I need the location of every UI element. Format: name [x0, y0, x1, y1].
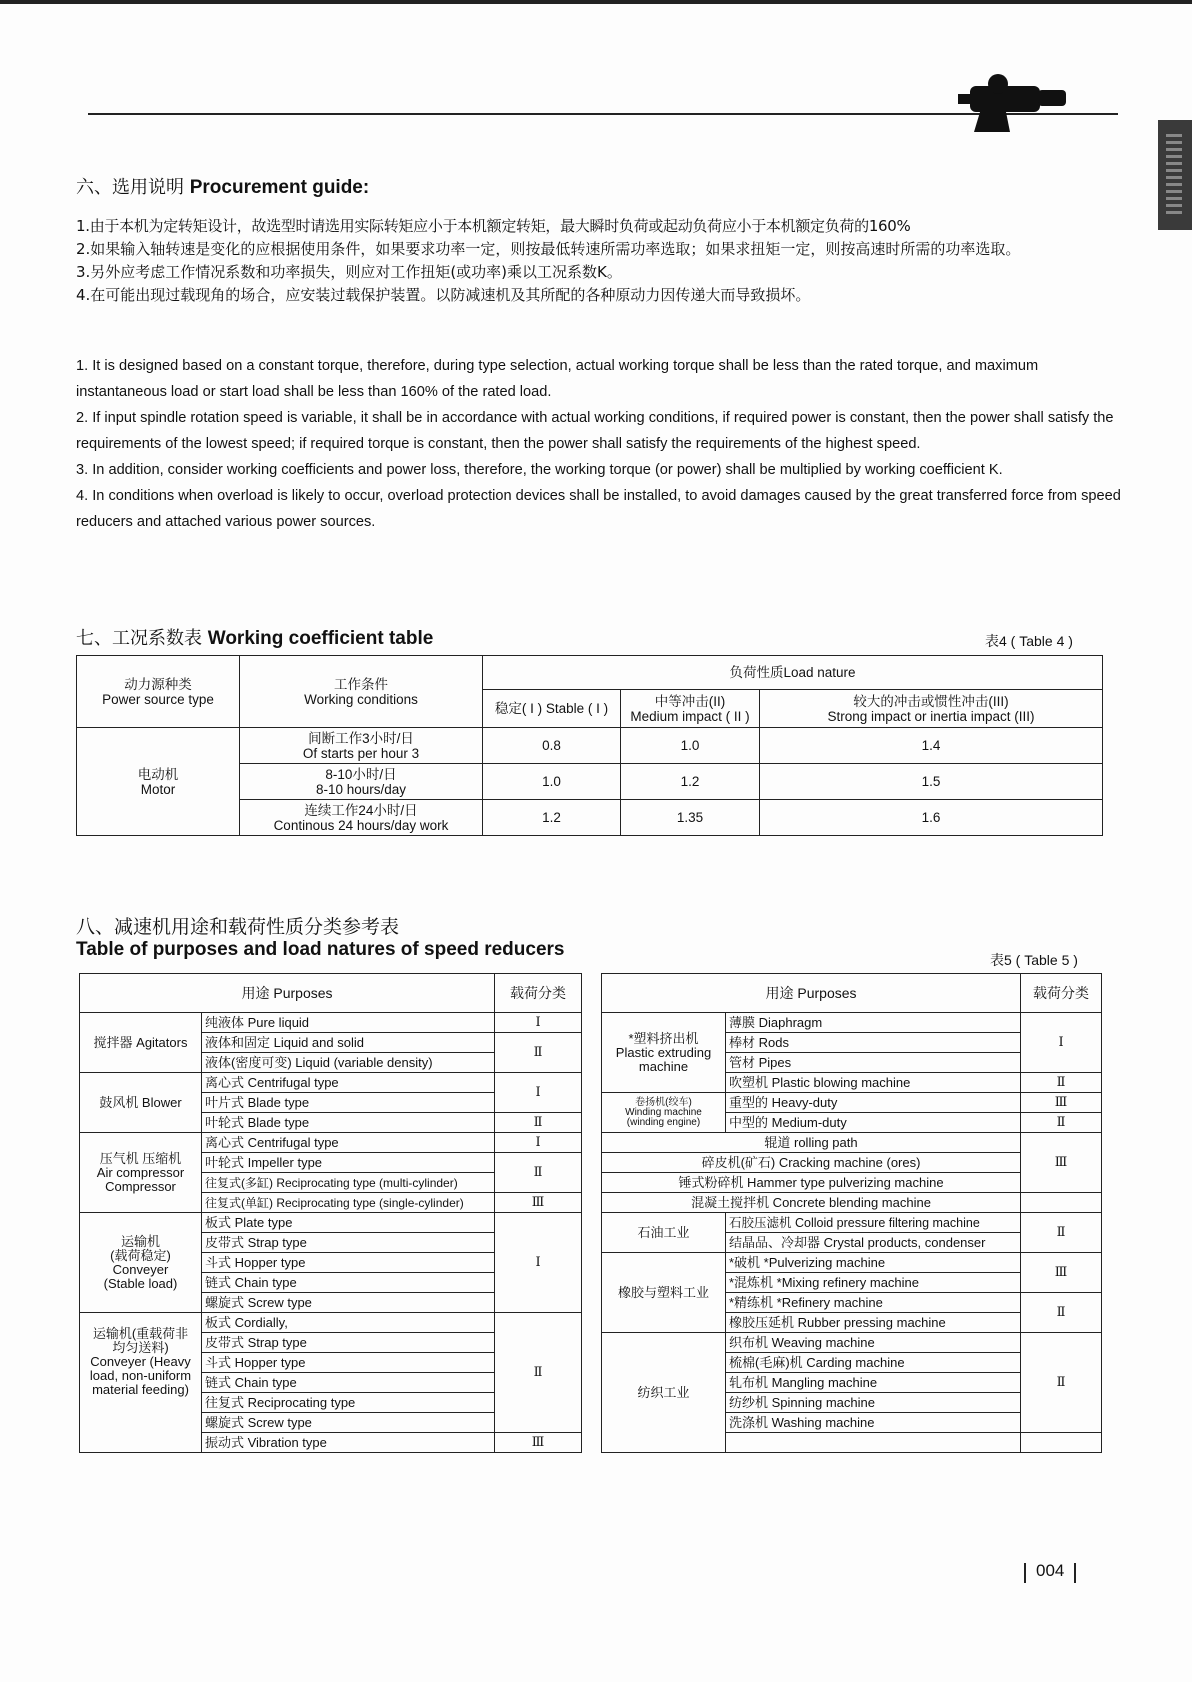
section6-en-list: [76, 353, 1126, 535]
purpose-cell: [726, 1433, 1021, 1453]
class-cell: Ⅱ: [1021, 1293, 1102, 1333]
page-number: 004: [1036, 1561, 1065, 1580]
purpose-cell: 斗式 Hopper type: [202, 1253, 495, 1273]
motor-cell: 电动机 Motor: [77, 728, 240, 836]
header-load-nature: 负荷性质Load nature: [483, 656, 1103, 690]
section6-title: 六、选用说明 Procurement guide:: [76, 177, 370, 198]
class-cell: [1021, 1193, 1102, 1213]
purpose-cell: 往复式 Reciprocating type: [202, 1393, 495, 1413]
class-cell: Ⅲ: [1021, 1253, 1102, 1293]
section8-title-cn: 八、减速机用途和载荷性质分类参考表: [76, 916, 400, 938]
purpose-cell: 叶片式 Blade type: [202, 1093, 495, 1113]
class-cell: Ⅱ: [1021, 1333, 1102, 1433]
group-rubber-plastic: 橡胶与塑料工业: [602, 1253, 726, 1333]
value-cell: 1.2: [621, 764, 760, 800]
group-conveyer-stable: 运输机 (载荷稳定) Conveyer (Stable load): [80, 1213, 202, 1313]
header-load-class: 载荷分类: [1021, 974, 1102, 1013]
purpose-cell: 纯液体 Pure liquid: [202, 1013, 495, 1033]
en-item-4: 4. In conditions when overload is likely to occur, overload protection devices shall be installed, to avoid damages caused by the great transferred force from speed reducers and attached various power sources.: [76, 488, 1121, 530]
cn-item-1: 1.由于本机为定转矩设计，故选型时请选用实际转矩应小于本机额定转矩，最大瞬时负荷或起动负荷应小于本机额定负荷的160%: [76, 217, 911, 235]
en-item-3: 3. In addition, consider working coefficients and power loss, therefore, the working torque (or power) shall be multiplied by working coefficient K.: [76, 462, 1003, 478]
value-cell: 0.8: [483, 728, 621, 764]
header-working-conditions: 工作条件 Working conditions: [240, 656, 483, 728]
gear-reducer-icon: [950, 66, 1070, 136]
section6-cn-list: [76, 215, 1126, 307]
group-blower: 鼓风机 Blower: [80, 1073, 202, 1133]
value-cell: 1.0: [483, 764, 621, 800]
table4-note: 表4 ( Table 4 ): [985, 633, 1073, 649]
group-conveyer-heavy: 运输机(重载荷非 均匀送料) Conveyer (Heavy load, non-uniform material feeding): [80, 1313, 202, 1453]
purpose-cell: 皮带式 Strap type: [202, 1333, 495, 1353]
header-stable: 稳定( I ) Stable ( I ): [483, 690, 621, 728]
header-purposes: 用途 Purposes: [602, 974, 1021, 1013]
purpose-cell: *混炼机 *Mixing refinery machine: [726, 1273, 1021, 1293]
class-cell: Ⅱ: [1021, 1113, 1102, 1133]
purposes-table-right: [601, 973, 1102, 1453]
en-item-2: 2. If input spindle rotation speed is variable, it shall be in accordance with actual working conditions, if required power is constant, then the power shall satisfy the requirements of the lowest speed; if required torque is constant, then the power shall satisfy the requirements of the highest speed.: [76, 410, 1114, 452]
purpose-cell: 吹塑机 Plastic blowing machine: [726, 1073, 1021, 1093]
header-load-class: 载荷分类: [495, 974, 582, 1013]
cn-item-2: 2.如果输入轴转速是变化的应根据使用条件，如果要求功率一定，则按最低转速所需功率选取；如果求扭矩一定，则按高速时所需的功率选取。: [76, 240, 1021, 258]
condition-cell: 8-10小时/日 8-10 hours/day: [240, 764, 483, 800]
section8-title-en: Table of purposes and load natures of speed reducers: [76, 939, 565, 960]
class-cell: Ⅰ: [495, 1073, 582, 1113]
purpose-cell: 石胶压滤机 Colloid pressure filtering machine: [726, 1213, 1021, 1233]
class-cell: Ⅱ: [1021, 1073, 1102, 1093]
purpose-cell: 重型的 Heavy-duty: [726, 1093, 1021, 1113]
class-cell: Ⅰ: [495, 1213, 582, 1313]
purpose-cell: 离心式 Centrifugal type: [202, 1073, 495, 1093]
purpose-cell: 螺旋式 Screw type: [202, 1293, 495, 1313]
class-cell: Ⅲ: [1021, 1093, 1102, 1113]
value-cell: 1.35: [621, 800, 760, 836]
purpose-cell: 纺纱机 Spinning machine: [726, 1393, 1021, 1413]
class-cell: Ⅰ: [1021, 1013, 1102, 1073]
group-oil-industry: 石油工业: [602, 1213, 726, 1253]
purpose-cell: 轧布机 Mangling machine: [726, 1373, 1021, 1393]
group-plastic-extruding: *塑料挤出机 Plastic extruding machine: [602, 1013, 726, 1093]
purpose-cell: *精练机 *Refinery machine: [726, 1293, 1021, 1313]
purpose-cell: 离心式 Centrifugal type: [202, 1133, 495, 1153]
class-cell: Ⅲ: [1021, 1133, 1102, 1193]
purpose-cell: 液体(密度可变) Liquid (variable density): [202, 1053, 495, 1073]
value-cell: 1.6: [760, 800, 1103, 836]
value-cell: 1.5: [760, 764, 1103, 800]
class-cell: Ⅱ: [495, 1153, 582, 1193]
purpose-cell: 螺旋式 Screw type: [202, 1413, 495, 1433]
purpose-cell: 往复式(多缸) Reciprocating type (multi-cylinder): [202, 1173, 495, 1193]
working-coefficient-table: [76, 655, 1103, 836]
side-tab: [1158, 120, 1192, 230]
purpose-cell: 斗式 Hopper type: [202, 1353, 495, 1373]
condition-cell: 连续工作24小时/日 Continous 24 hours/day work: [240, 800, 483, 836]
purpose-cell: 链式 Chain type: [202, 1373, 495, 1393]
header-power-source: 动力源种类 Power source type: [77, 656, 240, 728]
class-cell: Ⅲ: [495, 1193, 582, 1213]
purpose-cell: 锤式粉碎机 Hammer type pulverizing machine: [602, 1173, 1021, 1193]
purpose-cell: 梳棉(毛麻)机 Carding machine: [726, 1353, 1021, 1373]
cn-item-4: 4.在可能出现过载现角的场合，应安装过载保护装置。以防减速机及其所配的各种原动力因传递大而导致损坏。: [76, 286, 811, 304]
purpose-cell: 液体和固定 Liquid and solid: [202, 1033, 495, 1053]
class-cell: Ⅱ: [495, 1113, 582, 1133]
group-compressor: 压气机 压缩机 Air compressor Compressor: [80, 1133, 202, 1213]
value-cell: 1.2: [483, 800, 621, 836]
top-border: [0, 0, 1192, 4]
class-cell: [1021, 1433, 1102, 1453]
value-cell: 1.0: [621, 728, 760, 764]
class-cell: Ⅱ: [495, 1033, 582, 1073]
class-cell: Ⅲ: [495, 1433, 582, 1453]
class-cell: Ⅱ: [495, 1313, 582, 1433]
purpose-cell: 叶轮式 Blade type: [202, 1113, 495, 1133]
purpose-cell: 中型的 Medium-duty: [726, 1113, 1021, 1133]
class-cell: Ⅰ: [495, 1133, 582, 1153]
header-medium-impact: 中等冲击(II) Medium impact ( II ): [621, 690, 760, 728]
purpose-cell: 结晶品、冷却器 Crystal products, condenser: [726, 1233, 1021, 1253]
class-cell: Ⅰ: [495, 1013, 582, 1033]
group-textile: 纺织工业: [602, 1333, 726, 1453]
en-item-1: 1. It is designed based on a constant torque, therefore, during type selection, actual working torque shall be less than the rated torque, and maximum instantaneous load or start load shall be less than 160% of the rated load.: [76, 358, 1039, 400]
condition-cell: 间断工作3小时/日 Of starts per hour 3: [240, 728, 483, 764]
class-cell: Ⅱ: [1021, 1213, 1102, 1253]
purpose-cell: 洗涤机 Washing machine: [726, 1413, 1021, 1433]
purpose-cell: 板式 Plate type: [202, 1213, 495, 1233]
purpose-cell: 板式 Cordially,: [202, 1313, 495, 1333]
purpose-cell: 管材 Pipes: [726, 1053, 1021, 1073]
purpose-cell: 棒材 Rods: [726, 1033, 1021, 1053]
purpose-cell: 辊道 rolling path: [602, 1133, 1021, 1153]
group-agitators: 搅拌器 Agitators: [80, 1013, 202, 1073]
purposes-table-left: [79, 973, 582, 1453]
section8-title: [76, 912, 564, 961]
table5-note: 表5 ( Table 5 ): [990, 952, 1078, 968]
purpose-cell: 碎皮机(矿石) Cracking machine (ores): [602, 1153, 1021, 1173]
purpose-cell: *破机 *Pulverizing machine: [726, 1253, 1021, 1273]
purpose-cell: 链式 Chain type: [202, 1273, 495, 1293]
purpose-cell: 薄膜 Diaphragm: [726, 1013, 1021, 1033]
purpose-cell: 织布机 Weaving machine: [726, 1333, 1021, 1353]
purpose-cell: 混凝土搅拌机 Concrete blending machine: [602, 1193, 1021, 1213]
purpose-cell: 往复式(单缸) Reciprocating type (single-cylinder): [202, 1193, 495, 1213]
purpose-cell: 皮带式 Strap type: [202, 1233, 495, 1253]
purpose-cell: 叶轮式 Impeller type: [202, 1153, 495, 1173]
value-cell: 1.4: [760, 728, 1103, 764]
purpose-cell: 振动式 Vibration type: [202, 1433, 495, 1453]
section7-title: 七、工况系数表 Working coefficient table: [76, 628, 434, 649]
purpose-cell: 橡胶压延机 Rubber pressing machine: [726, 1313, 1021, 1333]
cn-item-3: 3.另外应考虑工作情况系数和功率损失，则应对工作扭矩(或功率)乘以工况系数K。: [76, 263, 622, 281]
header-strong-impact: 较大的冲击或惯性冲击(III) Strong impact or inertia impact (III): [760, 690, 1103, 728]
group-winding-machine: 卷扬机(绞车) Winding machine (winding engine): [602, 1093, 726, 1133]
header-purposes: 用途 Purposes: [80, 974, 495, 1013]
